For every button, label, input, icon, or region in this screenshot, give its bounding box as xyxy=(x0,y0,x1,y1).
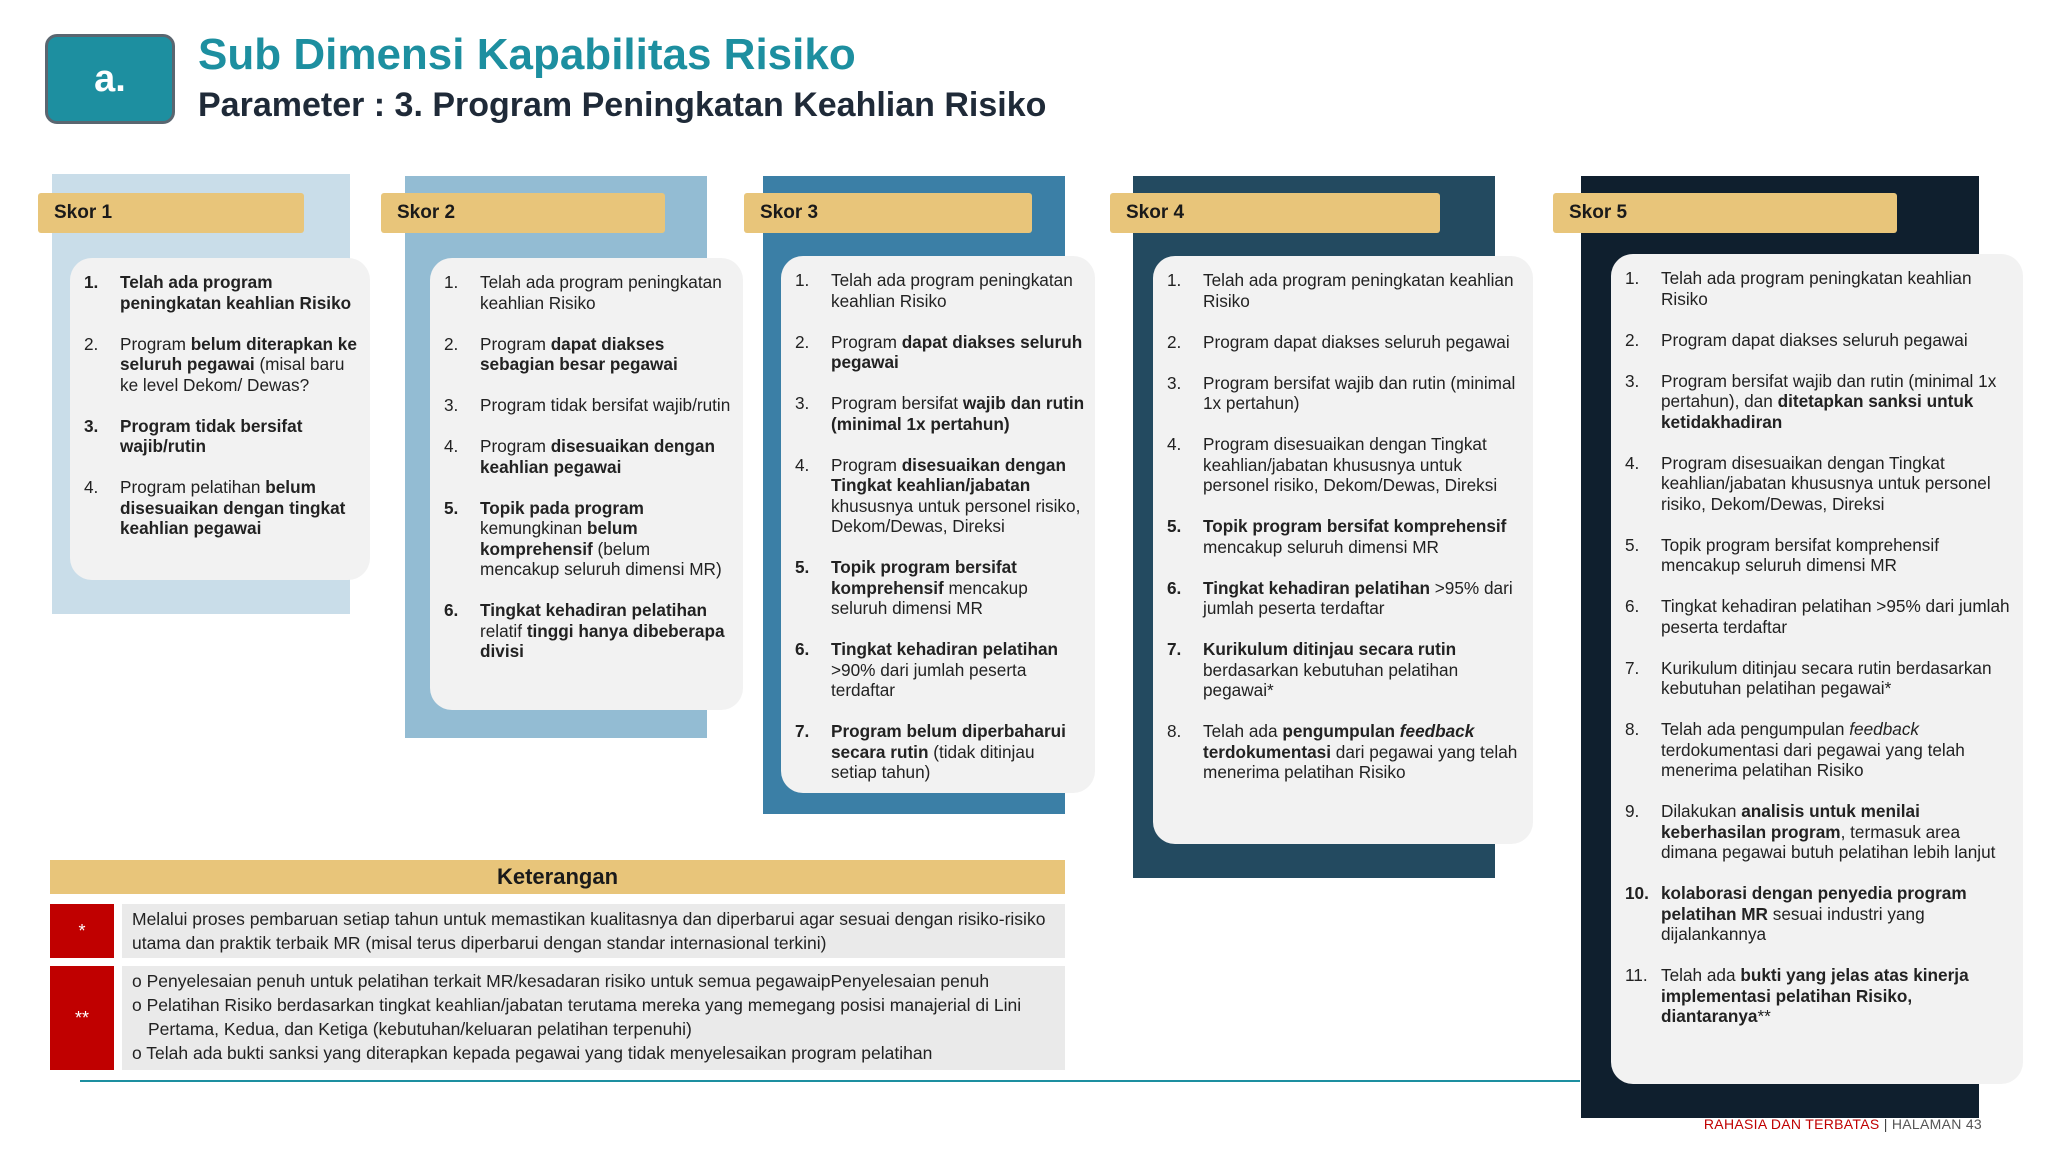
criteria-number: 4. xyxy=(795,454,810,475)
criteria-number: 8. xyxy=(1625,719,1640,739)
criteria-number: 4. xyxy=(84,477,99,497)
criteria-number: 7. xyxy=(1625,657,1640,678)
note-marker-single: * xyxy=(50,904,114,958)
criteria-item: 2. Program belum diterapkan ke seluruh pegawai (misal baru ke level Dekom/ Dewas? xyxy=(84,333,357,395)
criteria-item: 3. Program bersifat wajib dan rutin (minimal 1x pertahun), dan ditetapkan sanksi untuk ketidakhadiran xyxy=(1625,370,1997,432)
criteria-number: 1. xyxy=(795,270,810,290)
skor1-label: Skor 1 xyxy=(38,193,304,233)
skor5-criteria-list xyxy=(1621,268,2013,1027)
criteria-number: 8. xyxy=(1167,721,1182,741)
skor5-card xyxy=(1611,254,2023,1084)
criteria-number: 1. xyxy=(1625,268,1640,288)
page-number: HALAMAN 43 xyxy=(1891,1116,1982,1132)
confidential-label: RAHASIA DAN TERBATAS xyxy=(1703,1116,1880,1132)
criteria-item: 5. Topik pada program kemungkinan belum komprehensif (belum mencakup seluruh dimensi MR) xyxy=(444,497,722,579)
criteria-number: 3. xyxy=(795,393,810,413)
page-subtitle: Parameter : 3. Program Peningkatan Keahlian Risiko xyxy=(198,86,1047,124)
criteria-number: 4. xyxy=(444,436,459,456)
skor2-criteria-list xyxy=(440,272,733,662)
criteria-number: 2. xyxy=(84,333,99,354)
note-text-double: o Penyelesaian penuh untuk pelatihan terkait MR/kesadaran risiko untuk semua pegawaipPenyelesaian penuh o Pelatihan Risiko berdasarkan tingkat keahlian/jabatan terutama mereka yang memegang posisi manajerial di Lini Pertama, Kedua, dan Ketiga (kebutuhan/keluaran pelatihan terpenuhi) o Telah ada bukti sanksi yang diterapkan kepada pegawai yang tidak menyelesaikan program pelatihan xyxy=(122,966,1065,1070)
criteria-number: 9. xyxy=(1625,801,1640,821)
criteria-item: 5. Topik program bersifat komprehensif mencakup seluruh dimensi MR xyxy=(1625,534,1939,575)
skor5-label: Skor 5 xyxy=(1553,193,1897,233)
criteria-item: 6. Tingkat kehadiran pelatihan >95% dari jumlah peserta terdaftar xyxy=(1625,596,2010,637)
criteria-number: 6. xyxy=(444,600,459,620)
criteria-item: 5. Topik program bersifat komprehensif mencakup seluruh dimensi MR xyxy=(795,557,1028,618)
criteria-item: 2. Program dapat diakses sebagian besar pegawai xyxy=(444,333,678,374)
criteria-number: 3. xyxy=(444,395,459,415)
skor1-card xyxy=(70,258,370,580)
criteria-item: 4. Program disesuaikan dengan keahlian pegawai xyxy=(444,436,715,477)
section-badge: a. xyxy=(45,34,175,124)
footer xyxy=(1704,1116,1982,1132)
criteria-number: 7. xyxy=(795,721,810,741)
criteria-number: 7. xyxy=(1167,639,1182,659)
skor2-label: Skor 2 xyxy=(381,193,665,233)
criteria-number: 4. xyxy=(1625,452,1640,473)
footer-separator: | xyxy=(1883,1116,1888,1132)
skor2-card xyxy=(430,258,743,710)
criteria-item: 1. Telah ada program peningkatan keahlian Risiko xyxy=(795,270,1073,311)
criteria-item: 1. Telah ada program peningkatan keahlian Risiko xyxy=(1167,270,1514,311)
criteria-item: 3. Program bersifat wajib dan rutin (minimal 1x pertahun) xyxy=(1167,372,1516,413)
criteria-item: 7. Program belum diperbaharui secara rutin (tidak ditinjau setiap tahun) xyxy=(795,721,1066,782)
criteria-number: 1. xyxy=(1167,270,1182,290)
criteria-item: 3. Program tidak bersifat wajib/rutin xyxy=(444,395,731,415)
criteria-number: 11. xyxy=(1625,965,1648,985)
criteria-item: 6. Tingkat kehadiran pelatihan >90% dari jumlah peserta terdaftar xyxy=(795,639,1058,700)
note-marker-double: ** xyxy=(50,966,114,1070)
criteria-item: 7. Kurikulum ditinjau secara rutin berdasarkan kebutuhan pelatihan pegawai* xyxy=(1625,657,1992,698)
criteria-item: 1. Telah ada program peningkatan keahlian Risiko xyxy=(444,272,722,313)
criteria-number: 10. xyxy=(1625,883,1649,903)
criteria-item: 3. Program bersifat wajib dan rutin (minimal 1x pertahun) xyxy=(795,393,1085,434)
criteria-item: 7. Kurikulum ditinjau secara rutin berdasarkan kebutuhan pelatihan pegawai* xyxy=(1167,639,1459,700)
criteria-number: 2. xyxy=(444,333,459,354)
criteria-item: 1. Telah ada program peningkatan keahlian Risiko xyxy=(1625,268,1972,309)
criteria-item: 4. Program disesuaikan dengan Tingkat keahlian/jabatan khususnya untuk personel risiko, Dekom/Dewas, Direksi xyxy=(795,454,1081,536)
criteria-number: 1. xyxy=(444,272,459,292)
criteria-number: 2. xyxy=(795,331,810,352)
criteria-number: 2. xyxy=(1625,329,1640,350)
criteria-number: 6. xyxy=(1167,577,1182,598)
criteria-number: 3. xyxy=(1167,372,1182,393)
keterangan-header: Keterangan xyxy=(50,860,1065,894)
criteria-item: 10. kolaborasi dengan penyedia program pelatihan MR sesuai industri yang dijalankannya xyxy=(1625,883,1967,944)
criteria-number: 1. xyxy=(84,272,99,292)
criteria-item: 6. Tingkat kehadiran pelatihan >95% dari jumlah peserta terdaftar xyxy=(1167,577,1513,618)
criteria-item: 6. Tingkat kehadiran pelatihan relatif tinggi hanya dibeberapa divisi xyxy=(444,600,725,661)
criteria-number: 6. xyxy=(795,639,810,659)
criteria-item: 5. Topik program bersifat komprehensif mencakup seluruh dimensi MR xyxy=(1167,516,1507,557)
skor3-card xyxy=(781,256,1095,793)
criteria-item: 8. Telah ada pengumpulan feedback terdokumentasi dari pegawai yang telah menerima pelatihan Risiko xyxy=(1625,719,1965,780)
criteria-item: 4. Program disesuaikan dengan Tingkat keahlian/jabatan khususnya untuk personel risiko, Dekom/Dewas, Direksi xyxy=(1167,434,1498,495)
criteria-number: 3. xyxy=(1625,370,1640,391)
criteria-number: 5. xyxy=(444,497,459,518)
skor4-criteria-list xyxy=(1163,270,1523,783)
skor1-criteria-list xyxy=(80,272,360,539)
criteria-number: 6. xyxy=(1625,596,1640,616)
criteria-item: 4. Program disesuaikan dengan Tingkat keahlian/jabatan khususnya untuk personel risiko, Dekom/Dewas, Direksi xyxy=(1625,452,1991,514)
page-title: Sub Dimensi Kapabilitas Risiko xyxy=(198,30,856,79)
criteria-item: 2. Program dapat diakses seluruh pegawai xyxy=(1625,329,1968,350)
criteria-item: 9. Dilakukan analisis untuk menilai keberhasilan program, termasuk area dimana pegawai butuh pelatihan lebih lanjut xyxy=(1625,801,1996,862)
criteria-item: 2. Program dapat diakses seluruh pegawai xyxy=(1167,331,1510,352)
criteria-item: 11. Telah ada bukti yang jelas atas kinerja implementasi pelatihan Risiko, diantaranya** xyxy=(1625,965,1969,1026)
skor3-label: Skor 3 xyxy=(744,193,1032,233)
criteria-number: 5. xyxy=(1625,534,1640,555)
skor3-criteria-list xyxy=(791,270,1085,783)
criteria-item: 1. Telah ada program peningkatan keahlian Risiko xyxy=(84,272,352,313)
criteria-number: 5. xyxy=(795,557,810,577)
criteria-number: 4. xyxy=(1167,434,1182,454)
criteria-item: 3. Program tidak bersifat wajib/rutin xyxy=(84,415,303,456)
criteria-number: 2. xyxy=(1167,331,1182,352)
skor4-card xyxy=(1153,256,1533,844)
criteria-number: 5. xyxy=(1167,516,1182,536)
criteria-item: 8. Telah ada pengumpulan feedback terdokumentasi dari pegawai yang telah menerima pelatihan Risiko xyxy=(1167,721,1518,782)
skor4-label: Skor 4 xyxy=(1110,193,1440,233)
criteria-number: 3. xyxy=(84,415,99,436)
criteria-item: 4. Program pelatihan belum disesuaikan dengan tingkat keahlian pegawai xyxy=(84,477,346,538)
note-text-single: Melalui proses pembaruan setiap tahun untuk memastikan kualitasnya dan diperbarui agar sesuai dengan risiko-risiko utama dan praktik terbaik MR (misal terus diperbarui dengan standar internasional terkini) xyxy=(122,904,1065,958)
footer-divider xyxy=(80,1080,1580,1082)
criteria-item: 2. Program dapat diakses seluruh pegawai xyxy=(795,331,1083,372)
